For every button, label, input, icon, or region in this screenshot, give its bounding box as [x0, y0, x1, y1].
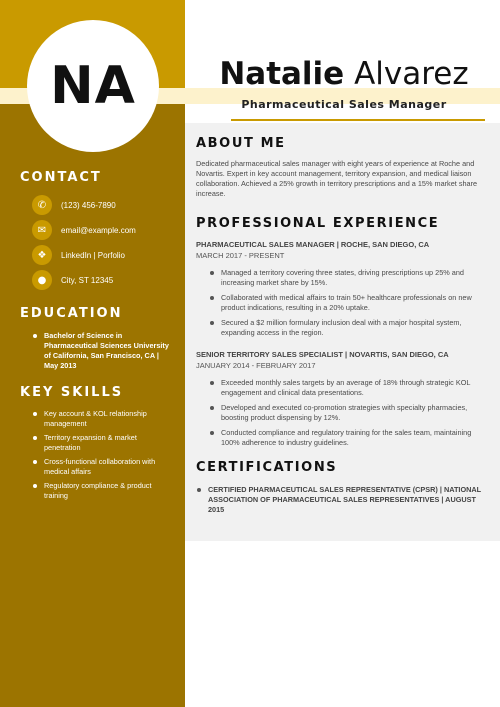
skill-item: Key account & KOL relationship management [32, 409, 172, 429]
email-text[interactable]: email@example.com [61, 225, 136, 235]
skill-item: Territory expansion & market penetration [32, 433, 172, 453]
job-bullet: Exceeded monthly sales targets by an average of 18% through strategic KOL engagement and clinical data presentations. [209, 378, 485, 398]
job-title: Pharmaceutical Sales Manager [241, 98, 447, 111]
location-text: City, ST 12345 [61, 275, 114, 285]
last-name: Alvarez [354, 56, 469, 92]
skill-item: Cross-functional collaboration with medical affairs [32, 457, 172, 477]
contact-linkedin [32, 245, 125, 265]
first-name: Natalie [219, 56, 345, 92]
job-title-1: PHARMACEUTICAL SALES MANAGER | ROCHE, SAN DIEGO, CA [196, 240, 430, 249]
skill-item: Regulatory compliance & product training [32, 481, 172, 501]
contact-location [32, 270, 113, 290]
about-heading: ABOUT ME [196, 136, 286, 151]
education-item: Bachelor of Science in Pharmaceutical Sciences University of California, San Francisco, CA | May 2013 [32, 331, 172, 371]
location-icon: ● [32, 270, 52, 290]
job-bullets-2 [209, 378, 485, 453]
phone-icon: ✆ [32, 195, 52, 215]
title-divider [231, 119, 485, 121]
job-dates-2: JANUARY 2014 - FEBRUARY 2017 [196, 361, 316, 370]
about-text: Dedicated pharmaceutical sales manager with eight years of experience at Roche and Novartis. Expert in key account management, territory expansion, and medical liaison collaboration. Achieved a 25% growth in territory prescriptions and a 15% market share increase. [196, 159, 478, 198]
job-bullet: Managed a territory covering three states, driving prescriptions up 25% and increasing market share by 15%. [209, 268, 485, 288]
job-bullets-1 [209, 268, 485, 343]
monogram-avatar [27, 20, 159, 152]
email-icon: ✉ [32, 220, 52, 240]
job-bullet: Conducted compliance and regulatory training for the sales team, maintaining 100% adherence to industry guidelines. [209, 428, 485, 448]
linkedin-icon: ❖ [32, 245, 52, 265]
contact-email [32, 220, 136, 240]
job-bullet: Developed and executed co-promotion strategies with specialty pharmacies, boosting product dispensing by 12%. [209, 403, 485, 423]
job-title-2: SENIOR TERRITORY SALES SPECIALIST | NOVARTIS, SAN DIEGO, CA [196, 350, 449, 359]
education-list [32, 331, 172, 375]
phone-text: (123) 456-7890 [61, 200, 116, 210]
key-skills-heading: KEY SKILLS [20, 385, 124, 400]
linkedin-text[interactable]: LinkedIn | Porfolio [61, 250, 125, 260]
education-heading: EDUCATION [20, 306, 123, 321]
initials: NA [50, 56, 136, 116]
skills-list [32, 409, 172, 505]
certification-item: CERTIFIED PHARMACEUTICAL SALES REPRESENTATIVE (CPSR) | NATIONAL ASSOCIATION OF PHARMACEUTICAL SALES REPRESENTATIVES | AUGUST 2015 [196, 485, 486, 515]
experience-heading: PROFESSIONAL EXPERIENCE [196, 216, 440, 231]
job-dates-1: MARCH 2017 - PRESENT [196, 251, 285, 260]
job-bullet: Secured a $2 million formulary inclusion deal with a major hospital system, expanding access in the region. [209, 318, 485, 338]
contact-phone [32, 195, 116, 215]
contact-heading: CONTACT [20, 170, 102, 185]
job-bullet: Collaborated with medical affairs to train 50+ healthcare professionals on new product indications, resulting in a 20% uptake. [209, 293, 485, 313]
certifications-list [196, 485, 486, 520]
candidate-name [196, 56, 492, 92]
certifications-heading: CERTIFICATIONS [196, 460, 338, 475]
